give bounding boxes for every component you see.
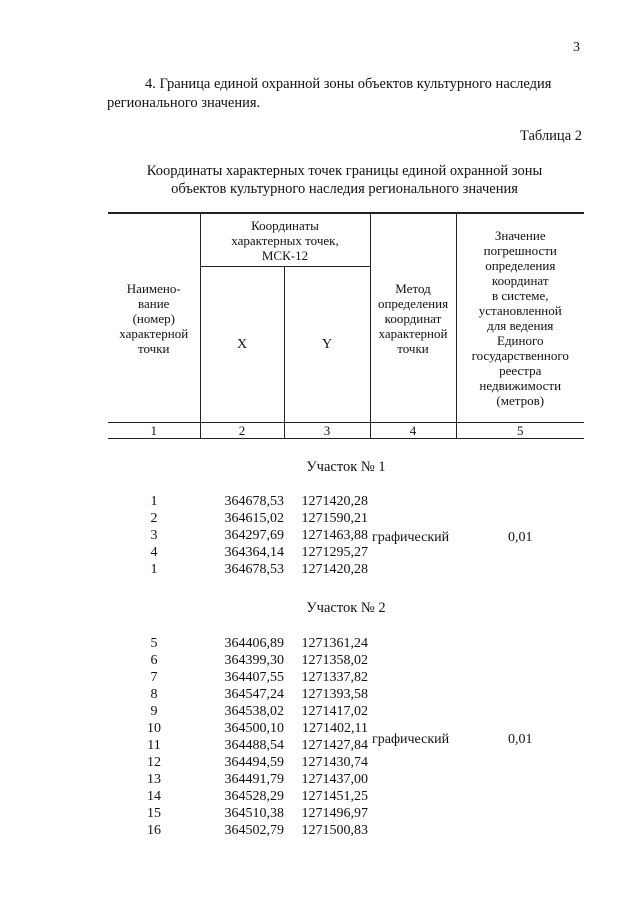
table-row	[108, 544, 584, 561]
point-number: 11	[147, 738, 161, 753]
x-value: 364500,10	[224, 721, 284, 736]
header-line: характерной	[119, 325, 189, 341]
table-title-line: Координаты характерных точек границы единой охранной зоны	[146, 163, 543, 179]
y-value: 1271417,02	[301, 704, 368, 719]
header-line: установленной	[478, 303, 562, 318]
y-value: 1271430,74	[301, 755, 368, 770]
point-number: 7	[150, 670, 158, 685]
point-number: 12	[147, 755, 161, 770]
header-line: Значение	[494, 228, 546, 243]
section-title: Участок № 1	[306, 459, 386, 475]
header-line: недвижимости	[479, 378, 562, 393]
table-row	[108, 788, 584, 805]
table-title	[107, 162, 582, 198]
x-value: 364615,02	[224, 511, 284, 526]
y-value: 1271295,27	[301, 545, 368, 560]
y-value: 1271402,11	[302, 721, 368, 736]
x-value: 364502,79	[224, 823, 284, 838]
table-row	[108, 510, 584, 527]
table-row	[108, 669, 584, 686]
table-title-line: объектов культурного наследия регионального значения	[171, 181, 518, 197]
point-number: 9	[150, 704, 158, 719]
x-value: 364488,54	[224, 738, 284, 753]
point-number: 10	[147, 721, 161, 736]
point-number: 13	[147, 772, 161, 787]
header-line: в системе,	[491, 288, 549, 303]
header-y: Y	[284, 267, 370, 423]
header-line: точки	[397, 340, 429, 356]
y-value: 1271500,83	[301, 823, 368, 838]
point-number: 2	[150, 511, 158, 526]
method-value: графический	[372, 732, 450, 747]
point-number: 1	[150, 562, 158, 577]
table-row	[108, 822, 584, 839]
section-title: Участок № 2	[306, 600, 386, 616]
x-value: 364494,59	[224, 755, 284, 770]
coordinates-table-header	[108, 212, 584, 439]
table-row	[108, 805, 584, 822]
column-number: 5	[456, 423, 584, 439]
header-line: Единого	[497, 333, 544, 348]
header-line: вание	[138, 295, 170, 311]
table-row	[108, 635, 584, 652]
header-coordinates	[200, 213, 370, 267]
x-value: 364297,69	[224, 528, 284, 543]
x-value: 364399,30	[224, 653, 284, 668]
table-row	[108, 771, 584, 788]
header-line: Координаты	[251, 217, 319, 233]
table-label: Таблица 2	[519, 128, 582, 144]
table-row	[108, 686, 584, 703]
x-value: 364678,53	[224, 562, 284, 577]
point-number: 5	[150, 636, 158, 651]
header-line: определения	[485, 258, 556, 273]
header-line: погрешности	[483, 243, 557, 258]
table-row	[108, 652, 584, 669]
paragraph-line: 4. Граница единой охранной зоны объектов культурного наследия	[145, 76, 552, 92]
x-value: 364407,55	[224, 670, 284, 685]
x-value: 364678,53	[224, 494, 284, 509]
x-value: 364510,38	[224, 806, 284, 821]
table-row	[108, 561, 584, 578]
column-number: 1	[108, 423, 200, 439]
header-line: характерной	[378, 325, 448, 341]
x-value: 364406,89	[224, 636, 284, 651]
header-method	[370, 213, 456, 423]
header-line: Наимено-	[126, 280, 181, 296]
column-number: 3	[284, 423, 370, 439]
table-row	[108, 754, 584, 771]
page-number: 3	[573, 40, 580, 55]
y-value: 1271463,88	[301, 528, 368, 543]
point-number: 3	[150, 528, 158, 543]
point-number: 14	[147, 789, 161, 804]
header-line: государственного	[471, 348, 569, 363]
table-row	[108, 493, 584, 510]
header-line: определения	[377, 295, 449, 311]
section-paragraph	[107, 75, 582, 113]
point-number: 6	[150, 653, 158, 668]
error-value: 0,01	[508, 530, 533, 545]
point-number: 4	[150, 545, 158, 560]
y-value: 1271361,24	[301, 636, 368, 651]
y-value: 1271420,28	[301, 562, 368, 577]
header-line: точки	[138, 340, 170, 356]
header-line: (номер)	[132, 310, 175, 326]
x-value: 364364,14	[224, 545, 284, 560]
header-line: характерных точек,	[231, 232, 339, 248]
point-number: 16	[147, 823, 161, 838]
y-value: 1271437,00	[301, 772, 368, 787]
y-value: 1271427,84	[301, 738, 368, 753]
x-value: 364538,02	[224, 704, 284, 719]
point-number: 8	[150, 687, 158, 702]
table-row	[108, 703, 584, 720]
y-value: 1271337,82	[301, 670, 368, 685]
header-error	[456, 213, 584, 423]
header-line: МСК-12	[261, 247, 309, 263]
header-x: X	[200, 267, 284, 423]
x-value: 364528,29	[224, 789, 284, 804]
method-value: графический	[372, 530, 450, 545]
y-value: 1271358,02	[301, 653, 368, 668]
error-value: 0,01	[508, 732, 533, 747]
header-line: реестра	[499, 363, 542, 378]
header-line: (метров)	[496, 393, 545, 408]
header-point-name	[108, 213, 200, 423]
y-value: 1271496,97	[301, 806, 368, 821]
x-value: 364547,24	[224, 687, 284, 702]
header-line: Метод	[395, 280, 431, 296]
x-value: 364491,79	[224, 772, 284, 787]
y-value: 1271451,25	[301, 789, 368, 804]
header-line: координат	[384, 310, 442, 326]
paragraph-line: регионального значения.	[107, 95, 261, 111]
header-line: координат	[491, 273, 549, 288]
column-number: 4	[370, 423, 456, 439]
y-value: 1271420,28	[301, 494, 368, 509]
column-number: 2	[200, 423, 284, 439]
header-line: для ведения	[487, 318, 554, 333]
y-value: 1271590,21	[301, 511, 368, 526]
y-value: 1271393,58	[301, 687, 368, 702]
point-number: 1	[150, 494, 158, 509]
point-number: 15	[147, 806, 161, 821]
